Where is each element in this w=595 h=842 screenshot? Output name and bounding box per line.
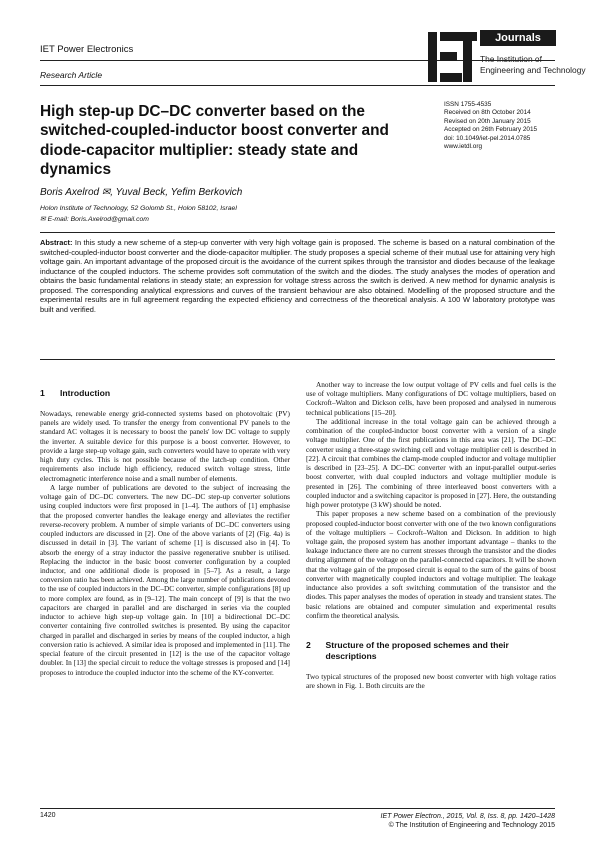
accepted-date: Accepted on 26th February 2015 [444, 126, 538, 134]
section-2-heading: 2 Structure of the proposed schemes and their descriptions [306, 640, 509, 662]
intro-paragraph-5: This paper proposes a new scheme based on a combination of the previously proposed coupled-inductor boost converter with one of the two known configurations of the voltage multipliers – Cockroft–Walton and Dickson. In addition to high voltage gain, the proposed system has another important advantage – thanks to the leakage inductance there are no current stresses through the transistor and the diodes during alignment of the voltage on the parallel-connected capacitors. It will be shown that the voltage gain of the proposed circuit is equal to the sum of the gains of boost converter with magnetically coupled inductors and voltage multiplier. The leakage inductance also provides a soft switching commutation of the transistor and the diodes. This paper analyses the modes of operation in steady and transient states. The basic relations are obtained and computer simulation and experimental results confirm the theoretical analysis. [306, 509, 556, 620]
email[interactable]: ✉ E-mail: Boris.Axelrod@gmail.com [40, 216, 149, 223]
journal-name: IET Power Electronics [40, 44, 134, 55]
intro-paragraph-1: Nowadays, renewable energy grid-connected systems based on photovoltaic (PV) panels are widely used. To transfer the energy from conventional PV panels to the standard AC voltages it is necessary to boost the panels' low DC voltage to supply the inverter. A suitable device for this purpose is a boost converter. However, to provide a large step-up voltage gain, such converters would have to operate with very high duty cycles. This is not possible because of the latch-up condition. Other requirements also include high efficiency, reduced switch voltage stress, little electromagnetic interference noise and a small number of elements. [40, 409, 290, 483]
journals-badge: Journals [480, 30, 556, 46]
abstract-text: In this study a new scheme of a step-up converter with very high voltage gain is proposed. The scheme is based on a natural combination of the switched-coupled-inductor boost converter and the diode-capacitor multiplier. The study proposes a special scheme of their mutual use for attaining very high voltage gain. An important advantage of the proposed circuit is the avoidance of the current spikes through the transistor and diodes because of the leakage inductance of the coupled inductors. The scheme provides soft commutation of the switch and the diodes. The study analyses the modes of operation and obtains the basic fundamental relations in steady state; an expression for voltage stress across the switch is derived. A new method for dynamic analysis is proposed. The corresponding analytical expressions and curves of the transient behaviour are also obtained. Modelling of the proposed structure and the experimental results are in full agreement regarding the expected efficiency and correctness of the theoretical analysis. A 100 W laboratory prototype was built and verified. [40, 238, 555, 314]
citation: IET Power Electron., 2015, Vol. 8, Iss. 8, pp. 1420–1428 [380, 813, 555, 820]
iet-logo [426, 30, 586, 86]
website-link[interactable]: www.ietdl.org [444, 143, 483, 151]
abstract-label: Abstract: [40, 238, 73, 247]
paper-title: High step-up DC–DC converter based on the switched-coupled-inductor boost converter and diode-capacitor multiplier: steady state and dynamics [40, 103, 389, 178]
intro-paragraph-3: Another way to increase the low output voltage of PV cells and fuel cells is the use of voltage multipliers. Many configurations of DC voltage multipliers, based on Cockroft–Walton and Dickson cells, have been proposed and analysed in numerous technical publications [15–20]. [306, 380, 556, 417]
abstract [40, 238, 555, 314]
issn: ISSN 1755-4535 [444, 101, 492, 108]
publication-dates [444, 101, 537, 151]
received-date: Received on 8th October 2014 [444, 109, 531, 117]
page-number: 1420 [40, 812, 56, 819]
left-column [40, 388, 290, 677]
intro-paragraph-4: The additional increase in the total voltage gain can be achieved through a combination of the coupled-inductor boost converter with a version of a single voltage multiplier. One of the first publications in this area was [21]. The DC–DC converter using a three-stage switching cell and voltage multiplier cell is described in [22]. A circuit that combines the clamp-mode coupled inductor and voltage multiplier is described in [23–25]. A DC–DC converter with an input-parallel output-series boost converter, with dual coupled inductors and voltage multiplier module is presented in [26]. The combining of three interleaved boost converters with a coupled inductor and a switching capacitor is proposed in [27]. Here, the outstanding high power prototype (3 kW) should be noted. [306, 416, 556, 510]
affiliation: Holon Institute of Technology, 52 Golomb St., Holon 58102, Israel [40, 205, 237, 212]
footer-rule [40, 808, 555, 809]
logo-line-2: Engineering and Technology [480, 65, 586, 75]
section-2-paragraph-1: Two typical structures of the proposed new boost converter with high voltage ratios are shown in Fig. 1. Both circuits are the [306, 672, 556, 691]
authors: Boris Axelrod ✉, Yuval Beck, Yefim Berkovich [40, 187, 243, 198]
footer-citation [381, 812, 555, 830]
abstract-box [40, 232, 555, 360]
section-1-heading: 1 Introduction [40, 388, 111, 398]
doi[interactable]: doi: 10.1049/iet-pel.2014.0785 [444, 134, 531, 142]
revised-date: Revised on 20th January 2015 [444, 117, 531, 125]
right-column [306, 380, 556, 691]
iet-logo-icon [426, 30, 478, 86]
article-type: Research Article [40, 70, 103, 80]
intro-paragraph-2: A large number of publications are devoted to the subject of increasing the voltage gain of DC–DC converters. The new DC–DC step-up converter solutions using coupled inductors were first proposed in [1–4]. The authors of [1] emphasise that the proposed converter handles the leakage energy and alleviates the rectifier reverse-recovery problem. A number of simple variants of DC–DC converters using coupled inductors are discussed in [2]. One of the above variants of [2] (Fig. 4a) is discussed in detail in [3]. The variant of scheme [1] is discussed also in [4]. To absorb the energy of a stray inductor the passive regenerative snubber is utilised. Replacing the inductor in the basic boost converter configuration by a coupled inductor, and one additional diode is proposed in [5–7]. As a result, a large conversion ratio has been achieved. Among the large number of publications devoted to the use of coupled inductors in the DC–DC converter, simple configurations [8] up to more complex are found, as in [9–12]. The main concept of [9] is that the two capacitors are charged in parallel and are discharged in series via the coupled inductor to achieve high step-up voltage gain. In [10] a bidirectional DC–DC converter containing five controlled switches is presented. By using the capacitor charged in parallel and discharged in series by means of the coupled inductor, a high conversion ratio is achieved. A similar idea is proposed and implemented in [11]. The special feature of the circuit presented in [12] is the use of the capacitor voltage doubler. In [13] the special circuit to reduce the voltage stresses is proposed and [14] proposes to introduce the coupled inductor into the scheme of the KY-converter. [40, 482, 290, 677]
logo-line-1: The Institution of [480, 54, 542, 64]
copyright: © The Institution of Engineering and Technology 2015 [388, 822, 555, 829]
